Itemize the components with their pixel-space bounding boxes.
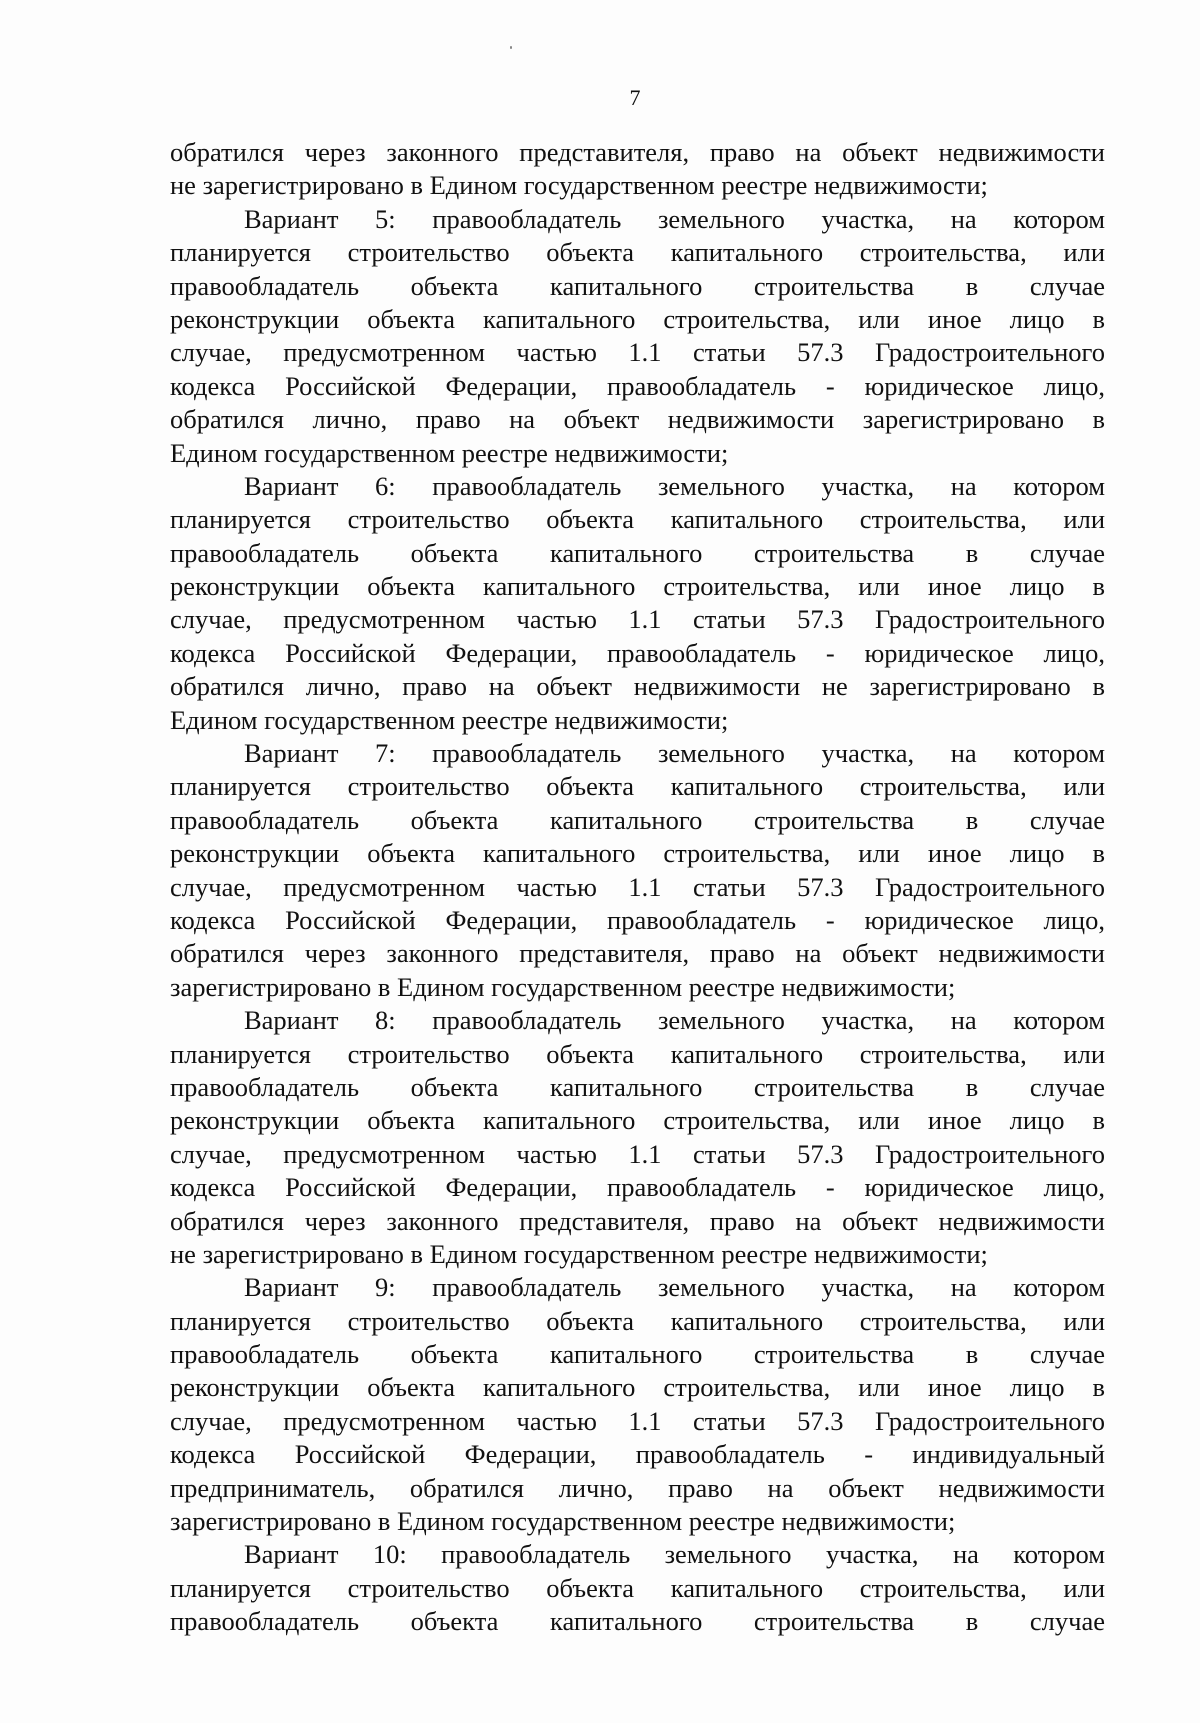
text-line: планируется строительство объекта капитального строительства, или: [170, 504, 1105, 535]
text-line: случае, предусмотренном частью 1.1 статьи 57.3 Градостроительного: [170, 337, 1105, 368]
text-line: Едином государственном реестре недвижимости;: [170, 437, 729, 468]
text-line: обратился лично, право на объект недвижимости не зарегистрировано в: [170, 671, 1105, 702]
text-line: реконструкции объекта капитального строительства, или иное лицо в: [170, 1372, 1105, 1403]
text-line: кодекса Российской Федерации, правообладатель - юридическое лицо,: [170, 1172, 1105, 1203]
text-line: случае, предусмотренном частью 1.1 статьи 57.3 Градостроительного: [170, 604, 1105, 635]
text-line: правообладатель объекта капитального строительства в случае: [170, 1071, 1105, 1102]
text-line: зарегистрировано в Едином государственном реестре недвижимости;: [170, 1506, 956, 1537]
text-line: кодекса Российской Федерации, правообладатель - индивидуальный: [170, 1439, 1105, 1470]
text-line: случае, предусмотренном частью 1.1 статьи 57.3 Градостроительного: [170, 1405, 1105, 1436]
text-line: зарегистрировано в Едином государственном реестре недвижимости;: [170, 971, 956, 1002]
text-line: не зарегистрировано в Едином государственном реестре недвижимости;: [170, 170, 988, 201]
text-line: кодекса Российской Федерации, правообладатель - юридическое лицо,: [170, 370, 1105, 401]
text-line: реконструкции объекта капитального строительства, или иное лицо в: [170, 571, 1105, 602]
text-line: правообладатель объекта капитального строительства в случае: [170, 537, 1105, 568]
text-line: правообладатель объекта капитального строительства в случае: [170, 1606, 1105, 1637]
text-line: планируется строительство объекта капитального строительства, или: [170, 1038, 1105, 1069]
text-line: обратился через законного представителя, право на объект недвижимости: [170, 137, 1105, 167]
text-line: Едином государственном реестре недвижимости;: [170, 704, 729, 735]
text-line: Вариант 10: правообладатель земельного участка, на котором: [244, 1539, 1105, 1570]
text-line: не зарегистрировано в Едином государственном реестре недвижимости;: [170, 1238, 988, 1269]
text-line: правообладатель объекта капитального строительства в случае: [170, 1339, 1105, 1370]
text-line: обратился через законного представителя, право на объект недвижимости: [170, 938, 1105, 969]
scan-speck: [510, 46, 512, 49]
text-line: планируется строительство объекта капитального строительства, или: [170, 237, 1105, 268]
text-line: случае, предусмотренном частью 1.1 статьи 57.3 Градостроительного: [170, 1138, 1105, 1169]
text-line: планируется строительство объекта капитального строительства, или: [170, 771, 1105, 802]
page-number: 7: [629, 85, 641, 110]
text-line: планируется строительство объекта капитального строительства, или: [170, 1305, 1105, 1336]
text-line: кодекса Российской Федерации, правообладатель - юридическое лицо,: [170, 637, 1105, 668]
text-line: Вариант 6: правообладатель земельного участка, на котором: [244, 470, 1105, 501]
text-line: предприниматель, обратился лично, право на объект недвижимости: [170, 1472, 1105, 1503]
text-line: Вариант 9: правообладатель земельного участка, на котором: [244, 1272, 1105, 1303]
text-line: обратился лично, право на объект недвижимости зарегистрировано в: [170, 404, 1105, 435]
text-line: случае, предусмотренном частью 1.1 статьи 57.3 Градостроительного: [170, 871, 1105, 902]
text-line: правообладатель объекта капитального строительства в случае: [170, 804, 1105, 835]
text-line: реконструкции объекта капитального строительства, или иное лицо в: [170, 303, 1105, 334]
text-line: реконструкции объекта капитального строительства, или иное лицо в: [170, 838, 1105, 869]
text-line: реконструкции объекта капитального строительства, или иное лицо в: [170, 1105, 1105, 1136]
text-line: Вариант 5: правообладатель земельного участка, на котором: [244, 203, 1105, 234]
text-line: планируется строительство объекта капитального строительства, или: [170, 1572, 1105, 1603]
text-line: обратился через законного представителя, право на объект недвижимости: [170, 1205, 1105, 1236]
text-line: Вариант 7: правообладатель земельного участка, на котором: [244, 738, 1105, 769]
text-line: Вариант 8: правообладатель земельного участка, на котором: [244, 1005, 1105, 1036]
text-line: кодекса Российской Федерации, правообладатель - юридическое лицо,: [170, 904, 1105, 935]
text-line: правообладатель объекта капитального строительства в случае: [170, 270, 1105, 301]
document-body: [170, 136, 1105, 1639]
